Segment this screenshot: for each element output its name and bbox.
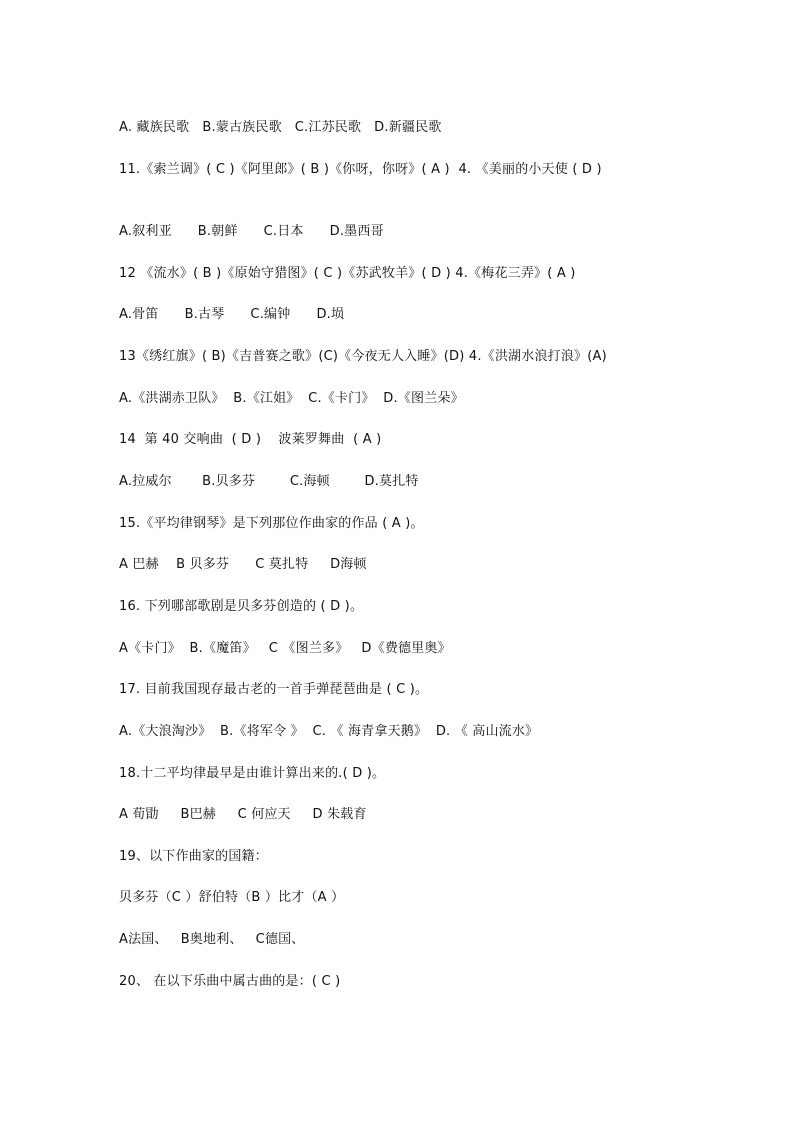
question-13: 13《绣红旗》( B)《吉普赛之歌》(C)《今夜无人入睡》(D) 4.《洪湖水浪打浪》(A) xyxy=(119,349,607,364)
question-19: 19、以下作曲家的国籍： xyxy=(119,849,268,864)
question-17: 17. 目前我国现存最古老的一首手弹琵琶曲是 ( C )。 xyxy=(119,682,429,697)
question-12: 12 《流水》( B )《原始守猎图》( C )《苏武牧羊》( D ) 4.《梅花三弄》( A ) xyxy=(119,266,576,281)
question-20: 20、 在以下乐曲中属古曲的是：( C ) xyxy=(119,974,341,989)
question-11: 11.《索兰调》( C )《阿里郎》( B )《你呀，你呀》( A ) 4. 《美丽的小天使 ( D ) xyxy=(119,162,602,177)
answer-options-line: A 荀勖 B巴赫 C 何应天 D 朱载育 xyxy=(119,807,367,822)
answer-options-line: A.《洪湖赤卫队》 B.《江姐》 C.《卡门》 D.《图兰朵》 xyxy=(119,391,464,406)
answer-options-line: A. 藏族民歌 B.蒙古族民歌 C.江苏民歌 D.新疆民歌 xyxy=(119,120,442,135)
answer-options-line: A《卡门》 B.《魔笛》 C 《图兰多》 D《费德里奥》 xyxy=(119,641,451,656)
question-18: 18.十二平均律最早是由谁计算出来的.( D )。 xyxy=(119,766,386,781)
question-16: 16. 下列哪部歌剧是贝多芬创造的 ( D )。 xyxy=(119,599,364,614)
answer-options-line: A法国、 B奥地利、 C德国、 xyxy=(119,932,305,947)
question-14: 14 第 40 交响曲 ( D ) 波莱罗舞曲 ( A ) xyxy=(119,432,382,447)
answer-options-line: A.骨笛 B.古琴 C.编钟 D.埙 xyxy=(119,307,345,322)
answer-options-line: A.《大浪淘沙》 B.《将军令 》 C. 《 海青拿天鹅》 D. 《 高山流水》 xyxy=(119,724,539,739)
answer-options-line: A 巴赫 B 贝多芬 C 莫扎特 D海顿 xyxy=(119,557,367,572)
question-19-items: 贝多芬（C ）舒伯特（B ）比才（A ） xyxy=(119,890,345,905)
answer-options-line: A.拉威尔 B.贝多芬 C.海顿 D.莫扎特 xyxy=(119,474,419,489)
question-15: 15.《平均律钢琴》是下列那位作曲家的作品 ( A )。 xyxy=(119,516,424,531)
answer-options-line: A.叙利亚 B.朝鲜 C.日本 D.墨西哥 xyxy=(119,224,384,239)
